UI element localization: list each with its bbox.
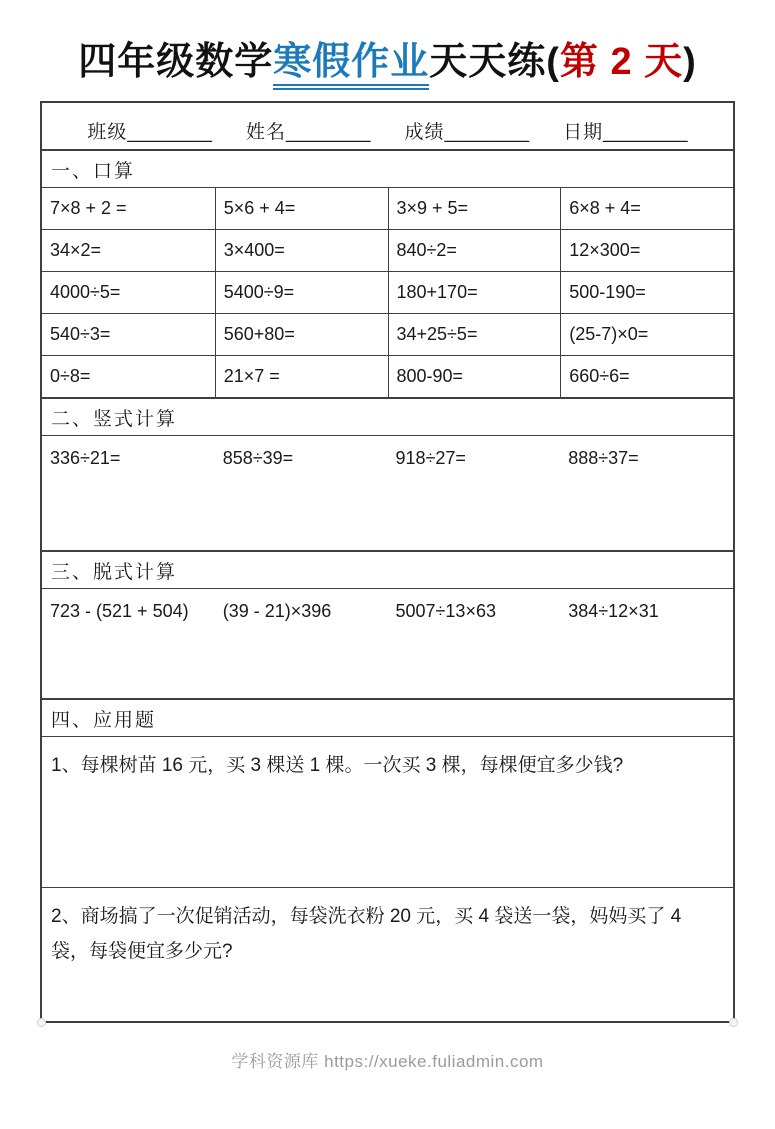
title-close-paren: )	[683, 41, 697, 83]
oral-problem: 21×7 =	[215, 355, 388, 397]
vertical-form-problem: 336÷21=	[50, 448, 121, 468]
word-problem-2: 2、商场搞了一次促销活动，每袋洗衣粉 20 元，买 4 袋送一袋，妈妈买了 4 袋，每袋便宜多少元?	[42, 887, 733, 1021]
oral-problem: 7×8 + 2 =	[42, 187, 215, 229]
oral-problem: 12×300=	[560, 229, 733, 271]
title-tail: 天天练(	[429, 41, 560, 83]
oral-problem: 5400÷9=	[215, 271, 388, 313]
date-field	[563, 117, 688, 144]
section-heading-word-problems: 四、应用题	[42, 698, 733, 736]
vertical-form-problem: 888÷37=	[568, 448, 639, 468]
section-heading-oral: 一、口算	[42, 149, 733, 187]
table-resize-handle-right[interactable]	[729, 1018, 738, 1027]
title-grade-subject: 四年级数学	[78, 41, 274, 83]
date-label: 日期	[563, 122, 604, 143]
oral-problem: 560+80=	[215, 313, 388, 355]
score-label: 成绩	[404, 122, 445, 143]
page-title	[0, 30, 775, 85]
section-heading-step-form: 三、脱式计算	[42, 550, 733, 588]
vertical-form-problem: 918÷27=	[395, 448, 466, 468]
oral-problem: 180+170=	[388, 271, 561, 313]
footer-source-link[interactable]: 学科资源库 https://xueke.fuliadmin.com	[231, 1052, 544, 1071]
vertical-form-problem: 858÷39=	[222, 448, 294, 468]
worksheet-table	[40, 101, 735, 1023]
step-form-work-area	[42, 588, 733, 698]
oral-problem: 3×9 + 5=	[388, 187, 561, 229]
score-field	[405, 117, 530, 144]
score-blank: ________	[444, 122, 530, 143]
oral-problem: 500-190=	[560, 271, 733, 313]
worksheet-page	[0, 30, 775, 1129]
oral-problem: 4000÷5=	[42, 271, 215, 313]
oral-problem: 800-90=	[388, 355, 561, 397]
oral-problems-grid	[42, 187, 733, 397]
student-info-row	[42, 103, 733, 149]
section-heading-vertical-form: 二、竖式计算	[42, 397, 733, 435]
name-blank: ________	[285, 122, 371, 143]
vertical-form-work-area	[42, 435, 733, 550]
oral-problem: 34+25÷5=	[388, 313, 561, 355]
word-problem-1: 1、每棵树苗 16 元，买 3 棵送 1 棵。一次买 3 棵，每棵便宜多少钱?	[42, 736, 733, 887]
oral-problem: 840÷2=	[388, 229, 561, 271]
name-label: 姓名	[245, 122, 286, 143]
step-form-problem: 5007÷13×63	[395, 601, 496, 621]
name-field	[246, 117, 371, 144]
step-form-problem: (39 - 21)×396	[222, 601, 332, 621]
title-day-number: 第 2 天	[559, 41, 684, 83]
footer	[0, 1047, 775, 1072]
oral-problem: 34×2=	[42, 229, 215, 271]
oral-problem: 3×400=	[215, 229, 388, 271]
step-form-problem: 723 - (521 + 504)	[50, 601, 189, 621]
date-blank: ________	[603, 122, 688, 143]
oral-problem: 540÷3=	[42, 313, 215, 355]
oral-problem: (25-7)×0=	[560, 313, 733, 355]
class-field	[87, 117, 212, 144]
oral-problem: 6×8 + 4=	[560, 187, 733, 229]
step-form-problem: 384÷12×31	[568, 601, 659, 621]
table-resize-handle-left[interactable]	[37, 1018, 46, 1027]
oral-problem: 0÷8=	[42, 355, 215, 397]
class-label: 班级	[87, 122, 128, 143]
class-blank: ________	[127, 122, 212, 143]
title-highlight-winter-homework: 寒假作业	[273, 41, 429, 90]
oral-problem: 5×6 + 4=	[215, 187, 388, 229]
oral-problem: 660÷6=	[560, 355, 733, 397]
